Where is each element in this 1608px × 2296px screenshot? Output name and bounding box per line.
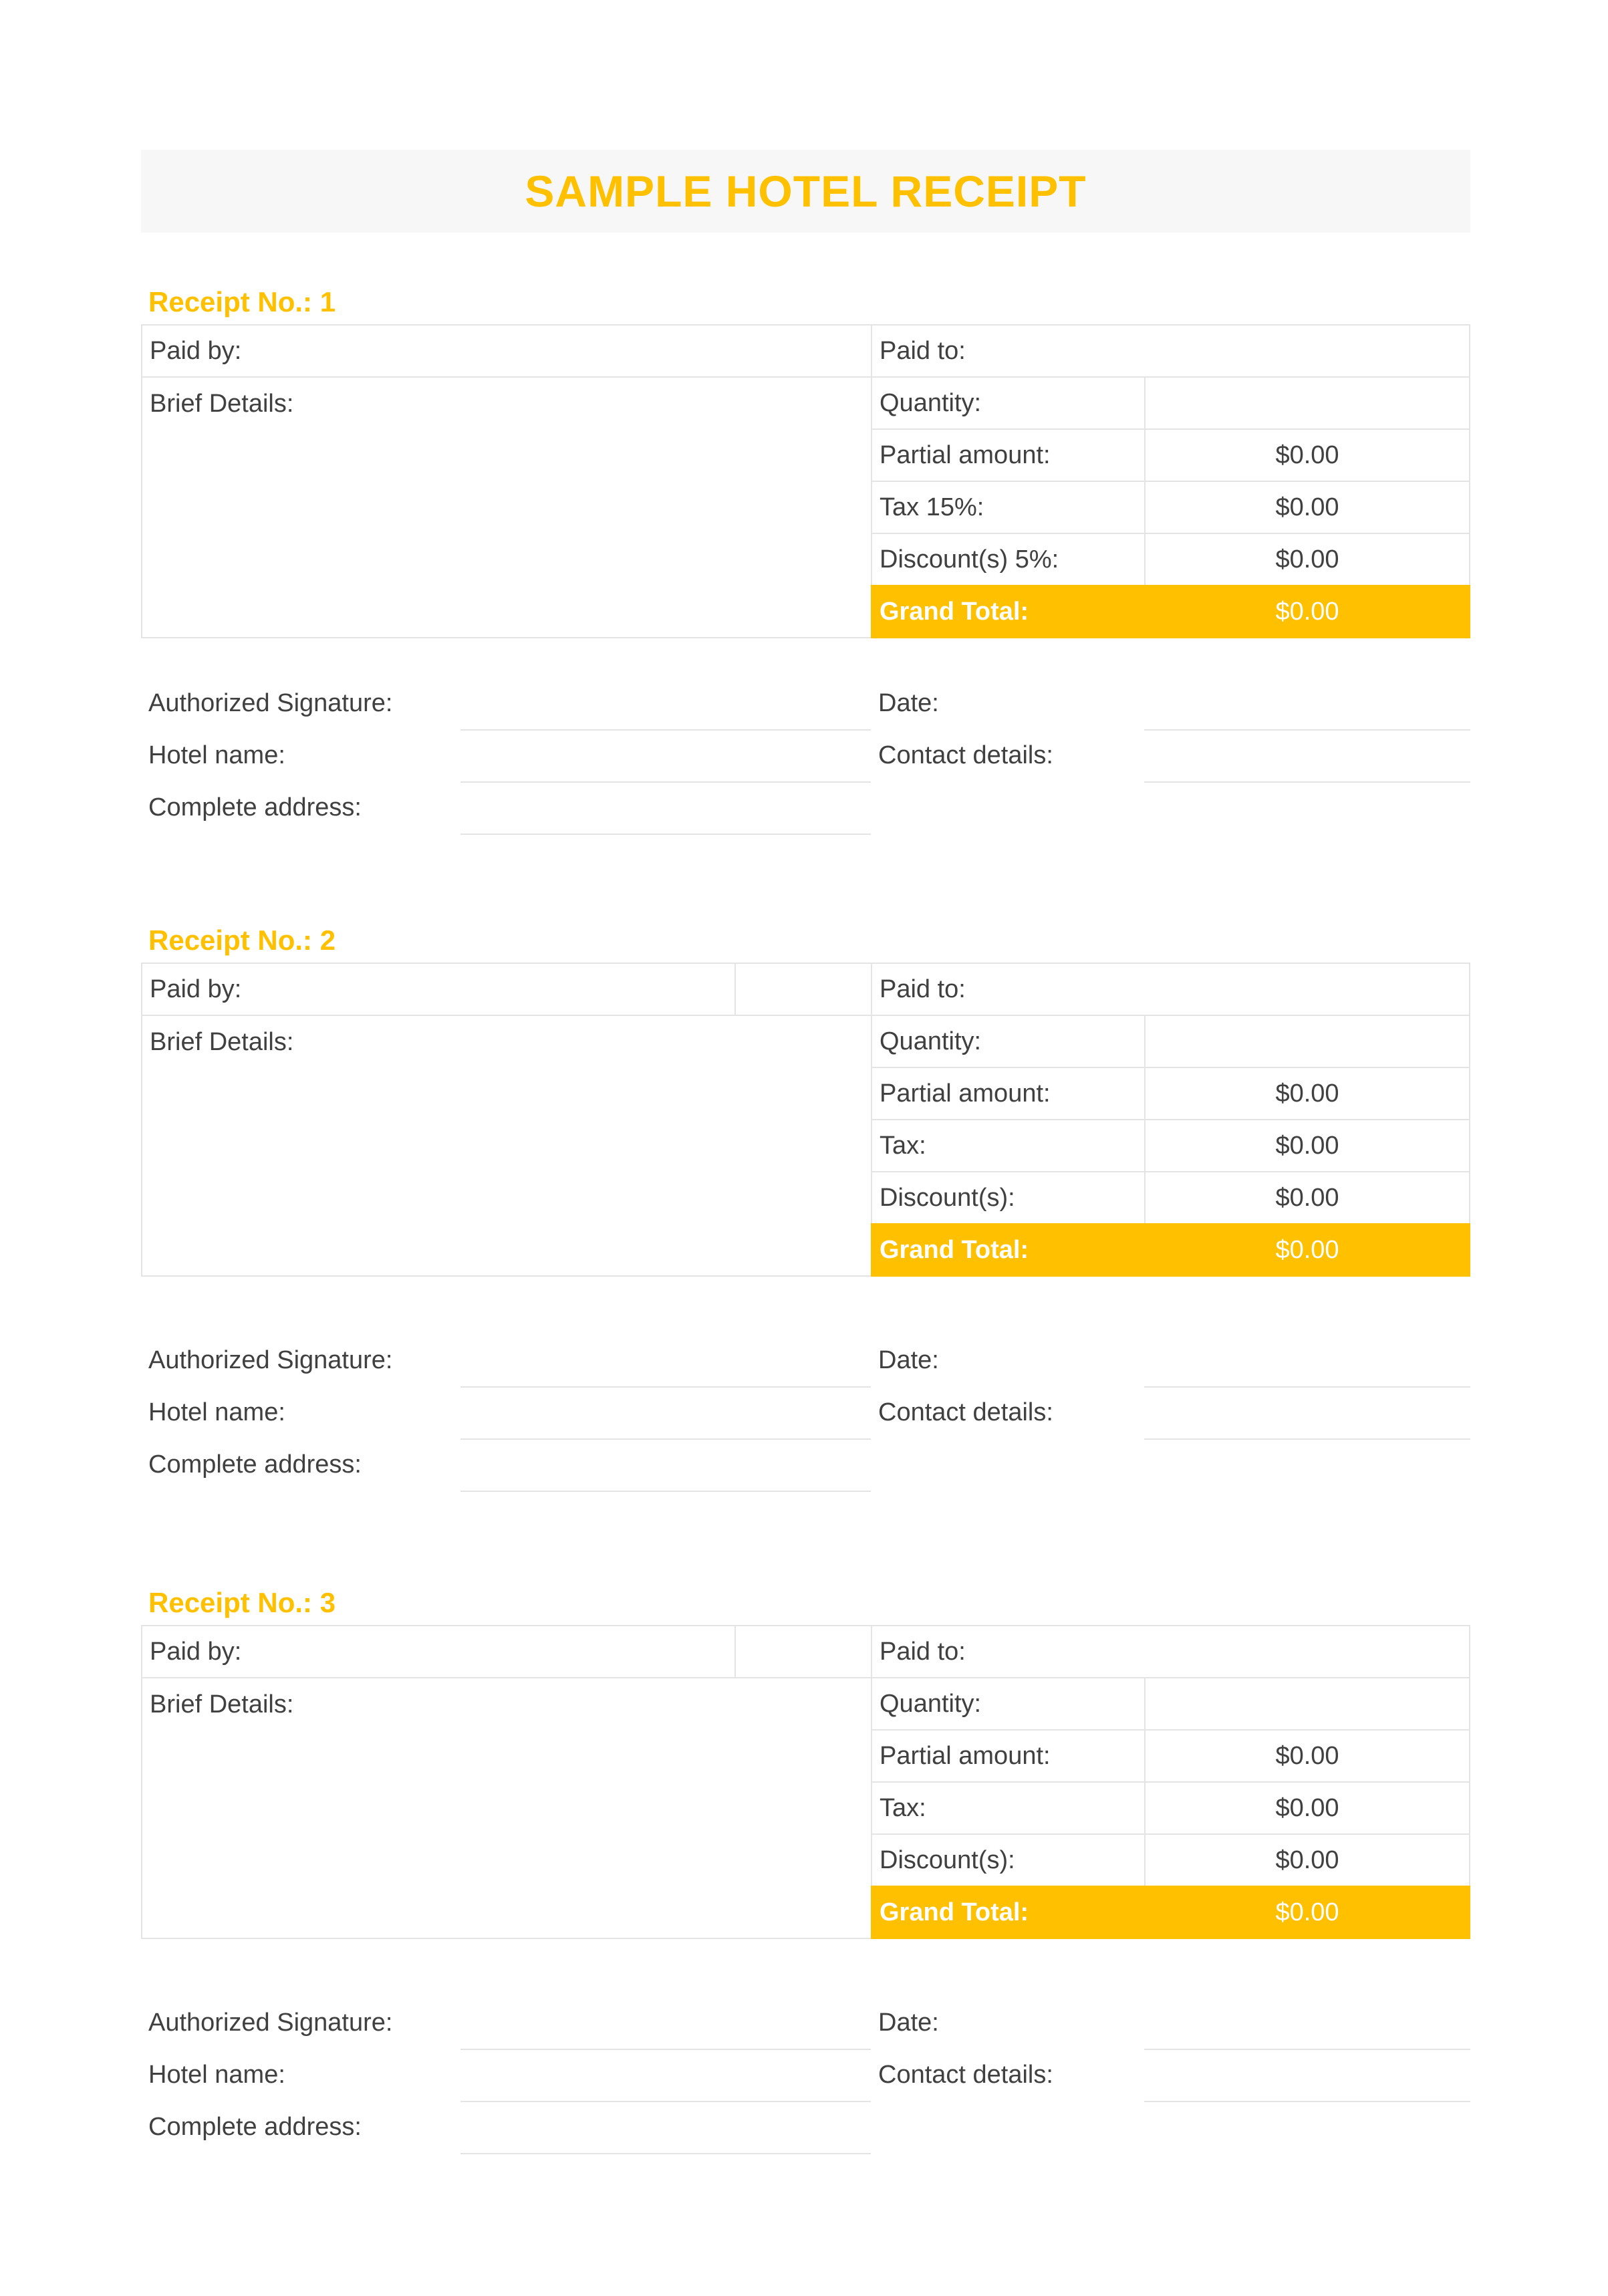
paid-to-label: Paid to: bbox=[871, 963, 1470, 1016]
grand-total-label: Grand Total: bbox=[871, 1886, 1146, 1939]
complete-address-field[interactable] bbox=[460, 1491, 871, 1492]
discount-label: Discount(s): bbox=[871, 1833, 1146, 1887]
partial-amount-value: $0.00 bbox=[1144, 428, 1470, 482]
receipt-table bbox=[141, 963, 1470, 1277]
tax-value: $0.00 bbox=[1144, 1781, 1470, 1835]
paid-by-label: Paid by: bbox=[141, 324, 872, 378]
quantity-value bbox=[1144, 1015, 1470, 1068]
grand-total-label: Grand Total: bbox=[871, 585, 1146, 638]
hotel-name-field[interactable] bbox=[460, 2101, 871, 2102]
grand-total-value: $0.00 bbox=[1144, 1223, 1470, 1277]
brief-details-label: Brief Details: bbox=[141, 1677, 872, 1939]
hotel-name-label: Hotel name: bbox=[148, 1398, 285, 1426]
paid-to-label: Paid to: bbox=[871, 324, 1470, 378]
complete-address-field[interactable] bbox=[460, 834, 871, 835]
discount-value: $0.00 bbox=[1144, 1171, 1470, 1225]
hotel-name-field[interactable] bbox=[460, 781, 871, 783]
date-label: Date: bbox=[878, 1346, 939, 1374]
partial-amount-value: $0.00 bbox=[1144, 1729, 1470, 1783]
paid-to-label: Paid to: bbox=[871, 1625, 1470, 1678]
complete-address-field[interactable] bbox=[460, 2153, 871, 2154]
date-field[interactable] bbox=[1144, 729, 1470, 731]
date-field[interactable] bbox=[1144, 2049, 1470, 2050]
partial-amount-label: Partial amount: bbox=[871, 428, 1146, 482]
tax-value: $0.00 bbox=[1144, 1119, 1470, 1172]
grand-total-label: Grand Total: bbox=[871, 1223, 1146, 1277]
quantity-label: Quantity: bbox=[871, 1015, 1146, 1068]
hotel-name-field[interactable] bbox=[460, 1438, 871, 1440]
brief-details-label: Brief Details: bbox=[141, 1015, 872, 1277]
discount-label: Discount(s) 5%: bbox=[871, 533, 1146, 586]
contact-details-label: Contact details: bbox=[878, 1398, 1053, 1426]
paid-by-label: Paid by: bbox=[141, 963, 736, 1016]
discount-value: $0.00 bbox=[1144, 533, 1470, 586]
authorized-signature-label: Authorized Signature: bbox=[148, 688, 393, 717]
authorized-signature-field[interactable] bbox=[460, 2049, 871, 2050]
grand-total-value: $0.00 bbox=[1144, 585, 1470, 638]
complete-address-label: Complete address: bbox=[148, 1450, 362, 1479]
title-bar bbox=[141, 150, 1470, 233]
receipt-heading: Receipt No.: 1 bbox=[148, 286, 336, 317]
date-label: Date: bbox=[878, 688, 939, 717]
contact-details-field[interactable] bbox=[1144, 781, 1470, 783]
date-label: Date: bbox=[878, 2008, 939, 2037]
quantity-value bbox=[1144, 1677, 1470, 1731]
discount-value: $0.00 bbox=[1144, 1833, 1470, 1887]
contact-details-label: Contact details: bbox=[878, 741, 1053, 769]
paid-by-label: Paid by: bbox=[141, 1625, 736, 1678]
partial-amount-value: $0.00 bbox=[1144, 1067, 1470, 1120]
contact-details-field[interactable] bbox=[1144, 2101, 1470, 2102]
receipt-table bbox=[141, 324, 1470, 638]
receipt-table bbox=[141, 1625, 1470, 1939]
discount-label: Discount(s): bbox=[871, 1171, 1146, 1225]
authorized-signature-label: Authorized Signature: bbox=[148, 1346, 393, 1374]
receipt-heading: Receipt No.: 3 bbox=[148, 1587, 336, 1618]
brief-details-label: Brief Details: bbox=[141, 376, 872, 638]
partial-amount-label: Partial amount: bbox=[871, 1729, 1146, 1783]
tax-label: Tax: bbox=[871, 1119, 1146, 1172]
receipt-heading: Receipt No.: 2 bbox=[148, 924, 336, 956]
authorized-signature-field[interactable] bbox=[460, 1386, 871, 1388]
hotel-name-label: Hotel name: bbox=[148, 2060, 285, 2089]
complete-address-label: Complete address: bbox=[148, 793, 362, 821]
quantity-label: Quantity: bbox=[871, 1677, 1146, 1731]
partial-amount-label: Partial amount: bbox=[871, 1067, 1146, 1120]
paid-by-value bbox=[734, 1625, 872, 1678]
date-field[interactable] bbox=[1144, 1386, 1470, 1388]
authorized-signature-label: Authorized Signature: bbox=[148, 2008, 393, 2037]
hotel-name-label: Hotel name: bbox=[148, 741, 285, 769]
tax-value: $0.00 bbox=[1144, 481, 1470, 534]
complete-address-label: Complete address: bbox=[148, 2112, 362, 2141]
tax-label: Tax: bbox=[871, 1781, 1146, 1835]
grand-total-value: $0.00 bbox=[1144, 1886, 1470, 1939]
authorized-signature-field[interactable] bbox=[460, 729, 871, 731]
contact-details-field[interactable] bbox=[1144, 1438, 1470, 1440]
page-title: SAMPLE HOTEL RECEIPT bbox=[525, 166, 1087, 216]
paid-by-value bbox=[734, 963, 872, 1016]
quantity-label: Quantity: bbox=[871, 376, 1146, 430]
contact-details-label: Contact details: bbox=[878, 2060, 1053, 2089]
quantity-value bbox=[1144, 376, 1470, 430]
tax-label: Tax 15%: bbox=[871, 481, 1146, 534]
